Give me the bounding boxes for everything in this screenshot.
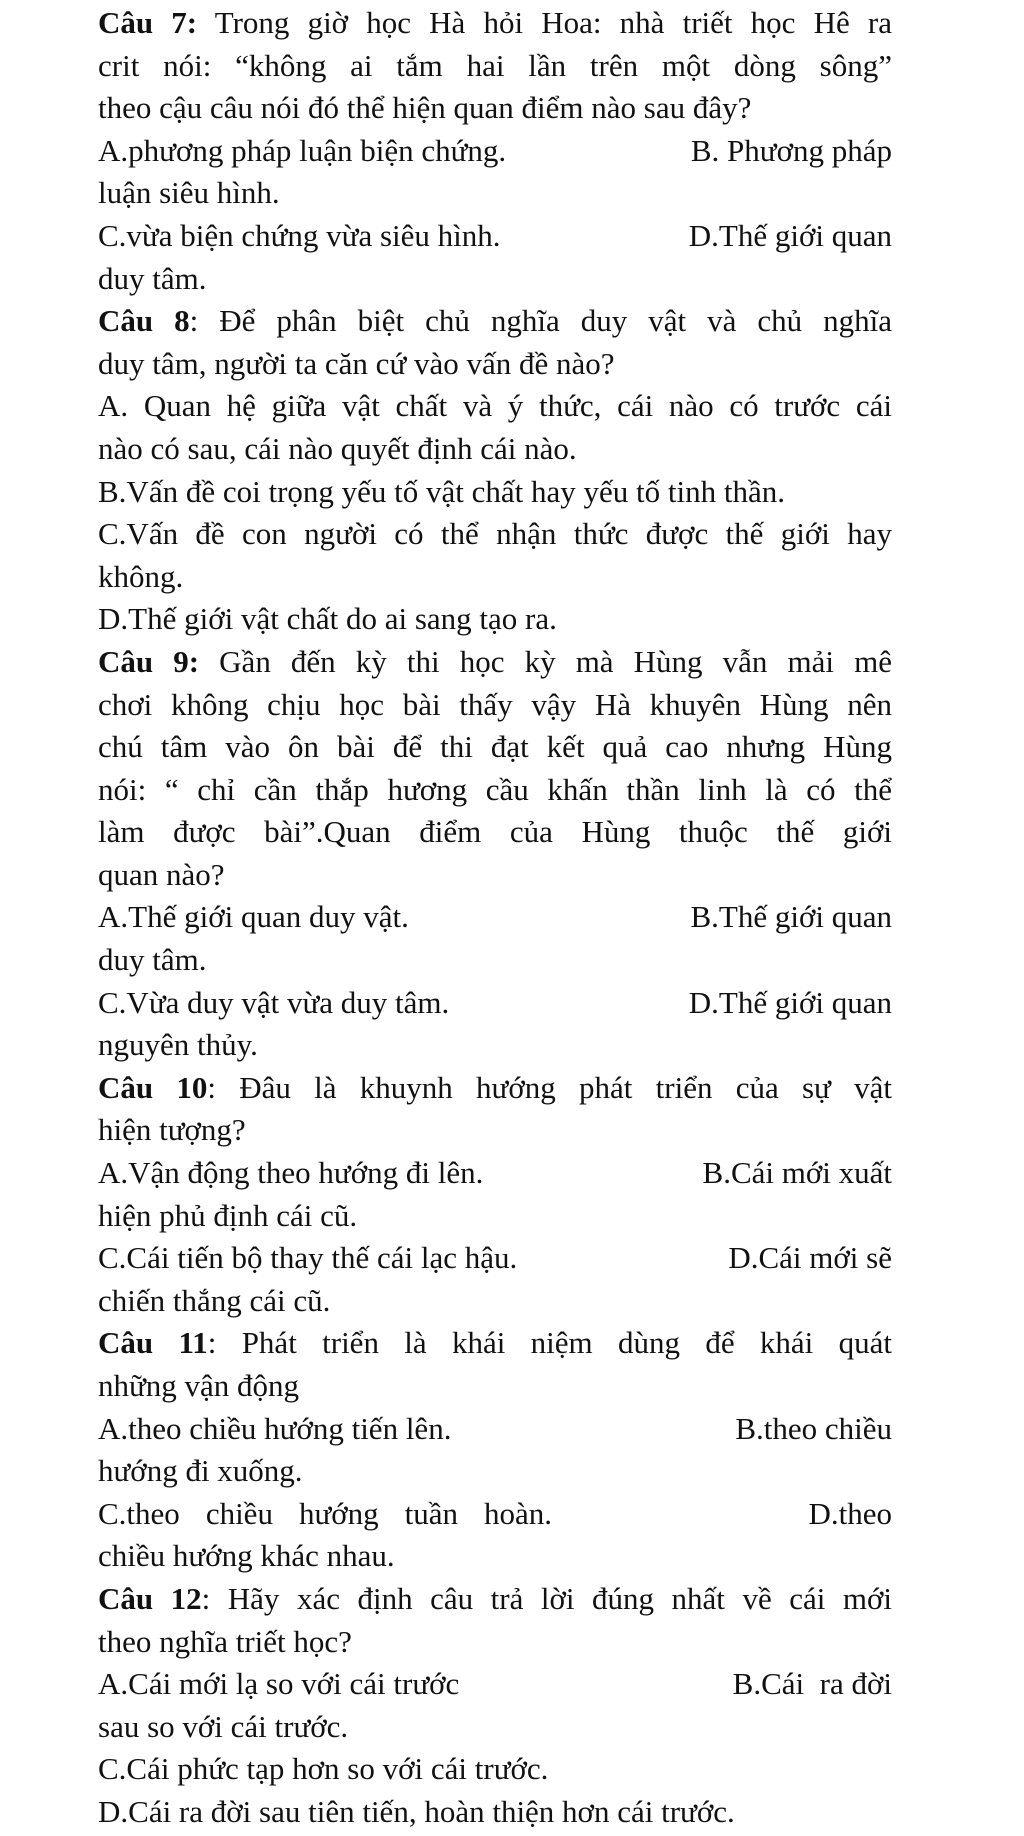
answer-d: D.Cái mới sẽ [728,1240,892,1276]
answer-d-continued: duy tâm. [98,260,207,296]
answer-b: B.Cái ra đời [732,1666,892,1702]
answer-b-continued: duy tâm. [98,942,207,978]
question-text-line: chú tâm vào ôn bài để thi đạt kết quả cao nhưng Hùng [98,729,892,765]
answer-a: A.Vận động theo hướng đi lên. [98,1155,484,1191]
question-number: Câu 9: [98,643,200,679]
answer-d-continued: nguyên thủy. [98,1027,258,1063]
answer-d: D.theo [808,1495,892,1531]
answer-c: C.Cái tiến bộ thay thế cái lạc hậu. [98,1240,518,1276]
answer-row [98,130,892,173]
question-text-line: theo nghĩa triết học? [98,1623,352,1659]
question-12 [98,1578,892,1834]
answer-a: A.theo chiều hướng tiến lên. [98,1410,452,1446]
answer-c-continued: không. [98,558,184,594]
answer-b-continued: hướng đi xuống. [98,1453,303,1489]
question-text-line: Câu 12: Hãy xác định câu trả lời đúng nhất về cái mới [98,1580,892,1616]
question-10 [98,1067,892,1323]
question-number: Câu 7: [98,5,198,40]
answer-d: D.Thế giới quan [688,984,892,1020]
answer-row [98,1493,892,1536]
answer-c: C.Vừa duy vật vừa duy tâm. [98,984,450,1020]
question-text-line: chơi không chịu học bài thấy vậy Hà khuyên Hùng nên [98,686,892,722]
answer-row [98,896,892,939]
question-number: Câu 11 [98,1325,208,1361]
question-text-line: Câu 10: Đâu là khuynh hướng phát triển của sự vật [98,1069,892,1105]
question-text-line: Câu 11: Phát triển là khái niệm dùng để khái quát [98,1325,892,1361]
question-text-line: làm được bài”.Quan điểm của Hùng thuộc thế giới [98,814,892,850]
answer-c: C.Vấn đề con người có thể nhận thức được thế giới hay [98,516,892,552]
question-text-line: Câu 7: Trong giờ học Hà hỏi Hoa: nhà triết học Hê ra [98,5,893,40]
answer-b-continued: sau so với cái trước. [98,1708,349,1744]
answer-row [98,1237,892,1280]
answer-a-continued: nào có sau, cái nào quyết định cái nào. [98,430,577,466]
answer-b: B.Cái mới xuất [702,1155,892,1191]
answer-c: C.Cái phức tạp hơn so với cái trước. [98,1751,549,1787]
question-text-line: hiện tượng? [98,1112,246,1148]
answer-a: A. Quan hệ giữa vật chất và ý thức, cái nào có trước cái [98,388,892,424]
question-number: Câu 8 [98,303,190,339]
document-page [98,0,892,1834]
answer-b: B. Phương pháp [690,132,892,168]
question-number: Câu 10 [98,1069,208,1105]
answer-row [98,982,892,1025]
question-8 [98,300,892,641]
answer-row [98,215,892,258]
answer-row [98,1152,892,1195]
answer-row [98,1408,892,1451]
question-7 [98,2,892,300]
answer-row [98,1663,892,1706]
question-text-line: theo cậu câu nói đó thể hiện quan điểm nào sau đây? [98,90,752,126]
answer-b: B.theo chiều [735,1410,892,1446]
answer-c: C.vừa biện chứng vừa siêu hình. [98,217,501,253]
answer-d: D.Thế giới quan [688,217,892,253]
answer-b: B.Thế giới quan [690,899,892,935]
answer-b: B.Vấn đề coi trọng yếu tố vật chất hay yếu tố tinh thần. [98,473,785,509]
question-11 [98,1322,892,1578]
answer-a: A.Thế giới quan duy vật. [98,899,409,935]
question-text-line: crit nói: “không ai tắm hai lần trên một dòng sông” [98,47,892,83]
answer-c: C.theo chiều hướng tuần hoàn. [98,1495,553,1531]
question-text-line: quan nào? [98,856,225,892]
question-text-line: nói: “ chỉ cần thắp hương cầu khấn thần linh là có thể [98,771,892,807]
answer-b-continued: luận siêu hình. [98,175,280,211]
question-text-line: Câu 8: Để phân biệt chủ nghĩa duy vật và chủ nghĩa [98,303,892,339]
answer-d: D.Cái ra đời sau tiên tiến, hoàn thiện hơn cái trước. [98,1793,735,1829]
answer-d-continued: chiến thắng cái cũ. [98,1282,331,1318]
question-number: Câu 12 [98,1580,202,1616]
answer-a: A.Cái mới lạ so với cái trước [98,1666,460,1702]
question-9 [98,641,892,1067]
answer-b-continued: hiện phủ định cái cũ. [98,1197,358,1233]
answer-a: A.phương pháp luận biện chứng. [98,132,507,168]
answer-d-continued: chiều hướng khác nhau. [98,1538,395,1574]
answer-d: D.Thế giới vật chất do ai sang tạo ra. [98,601,557,637]
question-text-line: Câu 9: Gần đến kỳ thi học kỳ mà Hùng vẫn mải mê [98,643,892,679]
question-text-line: duy tâm, người ta căn cứ vào vấn đề nào? [98,345,615,381]
question-text-line: những vận động [98,1368,300,1403]
